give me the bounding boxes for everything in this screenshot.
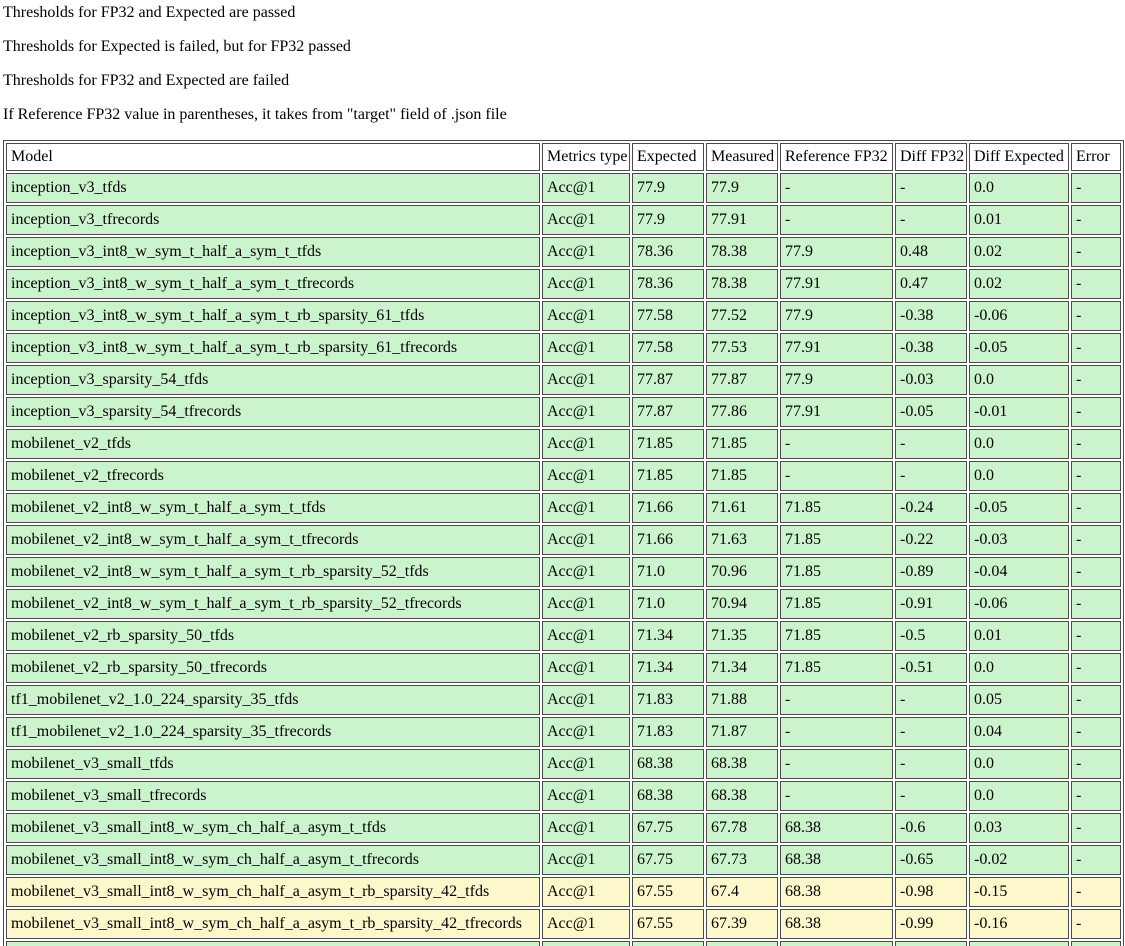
measured-cell: 71.88 bbox=[706, 685, 778, 715]
reference-fp32-cell: - bbox=[780, 685, 893, 715]
diff-fp32-cell: -0.5 bbox=[895, 621, 967, 651]
reference-fp32-cell: 77.9 bbox=[780, 301, 893, 331]
table-row bbox=[6, 269, 1121, 299]
expected-cell: 67.75 bbox=[632, 845, 704, 875]
diff-expected-cell: 0.0 bbox=[969, 749, 1069, 779]
diff-fp32-cell: -0.89 bbox=[895, 557, 967, 587]
reference-fp32-cell: - bbox=[780, 429, 893, 459]
metrics-type-cell: Acc@1 bbox=[542, 397, 630, 427]
metrics-type-cell: Acc@1 bbox=[542, 557, 630, 587]
expected-cell: 78.36 bbox=[632, 237, 704, 267]
expected-cell: 68.38 bbox=[632, 749, 704, 779]
table-row bbox=[6, 653, 1121, 683]
diff-expected-cell: 0.02 bbox=[969, 269, 1069, 299]
diff-fp32-cell: -0.99 bbox=[895, 909, 967, 939]
measured-cell bbox=[706, 941, 778, 946]
measured-cell: 71.34 bbox=[706, 653, 778, 683]
diff-expected-cell: -0.06 bbox=[969, 589, 1069, 619]
expected-cell: 68.38 bbox=[632, 781, 704, 811]
model-cell: mobilenet_v2_tfrecords bbox=[6, 461, 540, 491]
column-header-metrics-type: Metrics type bbox=[542, 143, 630, 171]
measured-cell: 70.96 bbox=[706, 557, 778, 587]
expected-cell: 71.85 bbox=[632, 429, 704, 459]
metrics-type-cell: Acc@1 bbox=[542, 333, 630, 363]
reference-fp32-cell: 77.91 bbox=[780, 397, 893, 427]
diff-expected-cell: 0.0 bbox=[969, 461, 1069, 491]
model-cell: inception_v3_tfds bbox=[6, 173, 540, 203]
table-row bbox=[6, 781, 1121, 811]
measured-cell: 71.87 bbox=[706, 717, 778, 747]
diff-fp32-cell: - bbox=[895, 429, 967, 459]
diff-expected-cell: 0.0 bbox=[969, 173, 1069, 203]
table-row bbox=[6, 621, 1121, 651]
diff-fp32-cell: -0.91 bbox=[895, 589, 967, 619]
table-row bbox=[6, 525, 1121, 555]
model-cell: mobilenet_v2_rb_sparsity_50_tfrecords bbox=[6, 653, 540, 683]
error-cell: - bbox=[1071, 877, 1121, 907]
table-row bbox=[6, 333, 1121, 363]
metrics-type-cell: Acc@1 bbox=[542, 589, 630, 619]
diff-expected-cell: 0.0 bbox=[969, 781, 1069, 811]
results-table bbox=[3, 140, 1124, 946]
measured-cell: 78.38 bbox=[706, 269, 778, 299]
expected-cell: 71.0 bbox=[632, 589, 704, 619]
model-cell: inception_v3_int8_w_sym_t_half_a_sym_t_rb_sparsity_61_tfds bbox=[6, 301, 540, 331]
reference-fp32-cell: 71.85 bbox=[780, 589, 893, 619]
table-row bbox=[6, 845, 1121, 875]
table-body bbox=[6, 173, 1121, 946]
model-cell: mobilenet_v3_small_int8_w_sym_ch_half_a_asym_t_tfrecords bbox=[6, 845, 540, 875]
reference-fp32-cell: 71.85 bbox=[780, 525, 893, 555]
metrics-type-cell: Acc@1 bbox=[542, 621, 630, 651]
error-cell: - bbox=[1071, 813, 1121, 843]
error-cell: - bbox=[1071, 269, 1121, 299]
reference-fp32-cell: - bbox=[780, 749, 893, 779]
error-cell: - bbox=[1071, 621, 1121, 651]
table-row bbox=[6, 429, 1121, 459]
reference-fp32-cell: 71.85 bbox=[780, 653, 893, 683]
expected-cell: 77.9 bbox=[632, 205, 704, 235]
error-cell: - bbox=[1071, 461, 1121, 491]
model-cell: mobilenet_v3_small_int8_w_sym_ch_half_a_asym_t_rb_sparsity_42_tfds bbox=[6, 877, 540, 907]
model-cell: tf1_mobilenet_v2_1.0_224_sparsity_35_tfrecords bbox=[6, 717, 540, 747]
reference-fp32-cell: 68.38 bbox=[780, 813, 893, 843]
metrics-type-cell: Acc@1 bbox=[542, 173, 630, 203]
measured-cell: 67.4 bbox=[706, 877, 778, 907]
reference-fp32-cell: - bbox=[780, 781, 893, 811]
reference-fp32-cell: 68.38 bbox=[780, 877, 893, 907]
model-cell: mobilenet_v3_small_tfds bbox=[6, 749, 540, 779]
table-row bbox=[6, 813, 1121, 843]
expected-cell: 71.66 bbox=[632, 525, 704, 555]
measured-cell: 71.85 bbox=[706, 429, 778, 459]
error-cell: - bbox=[1071, 493, 1121, 523]
model-cell: mobilenet_v2_rb_sparsity_50_tfds bbox=[6, 621, 540, 651]
reference-fp32-cell: 71.85 bbox=[780, 493, 893, 523]
model-cell: mobilenet_v2_int8_w_sym_t_half_a_sym_t_rb_sparsity_52_tfrecords bbox=[6, 589, 540, 619]
metrics-type-cell: Acc@1 bbox=[542, 685, 630, 715]
diff-expected-cell: 0.0 bbox=[969, 653, 1069, 683]
error-cell: - bbox=[1071, 525, 1121, 555]
diff-fp32-cell: -0.38 bbox=[895, 333, 967, 363]
measured-cell: 68.38 bbox=[706, 781, 778, 811]
diff-expected-cell: -0.16 bbox=[969, 909, 1069, 939]
model-cell: mobilenet_v2_int8_w_sym_t_half_a_sym_t_tfrecords bbox=[6, 525, 540, 555]
legend-line-expected-failed: Thresholds for Expected is failed, but for FP32 passed bbox=[3, 38, 351, 55]
table-row bbox=[6, 301, 1121, 331]
measured-cell: 77.87 bbox=[706, 365, 778, 395]
table-row bbox=[6, 397, 1121, 427]
table-row bbox=[6, 589, 1121, 619]
error-cell: - bbox=[1071, 333, 1121, 363]
metrics-type-cell: Acc@1 bbox=[542, 429, 630, 459]
diff-expected-cell: 0.0 bbox=[969, 429, 1069, 459]
diff-expected-cell: -0.04 bbox=[969, 557, 1069, 587]
metrics-type-cell: Acc@1 bbox=[542, 301, 630, 331]
table-row bbox=[6, 557, 1121, 587]
model-cell: tf1_mobilenet_v2_1.0_224_sparsity_35_tfds bbox=[6, 685, 540, 715]
diff-fp32-cell: -0.24 bbox=[895, 493, 967, 523]
legend-line-all-failed: Thresholds for FP32 and Expected are failed bbox=[3, 72, 290, 89]
model-cell: mobilenet_v2_int8_w_sym_t_half_a_sym_t_rb_sparsity_52_tfds bbox=[6, 557, 540, 587]
model-cell: mobilenet_v3_small_int8_w_sym_ch_half_a_asym_t_rb_sparsity_42_tfrecords bbox=[6, 909, 540, 939]
measured-cell: 77.53 bbox=[706, 333, 778, 363]
diff-fp32-cell: 0.48 bbox=[895, 237, 967, 267]
model-cell: mobilenet_v3_small_int8_w_sym_ch_half_a_asym_t_tfds bbox=[6, 813, 540, 843]
table-row bbox=[6, 685, 1121, 715]
table-row bbox=[6, 877, 1121, 907]
table-row bbox=[6, 909, 1121, 939]
diff-expected-cell: -0.02 bbox=[969, 845, 1069, 875]
model-cell: inception_v3_sparsity_54_tfds bbox=[6, 365, 540, 395]
expected-cell: 67.75 bbox=[632, 813, 704, 843]
column-header-error: Error bbox=[1071, 143, 1121, 171]
model-cell: mobilenet_v2_tfds bbox=[6, 429, 540, 459]
metrics-type-cell: Acc@1 bbox=[542, 653, 630, 683]
expected-cell: 71.34 bbox=[632, 653, 704, 683]
error-cell: - bbox=[1071, 589, 1121, 619]
diff-fp32-cell: -0.98 bbox=[895, 877, 967, 907]
reference-fp32-cell: 77.91 bbox=[780, 333, 893, 363]
measured-cell: 71.61 bbox=[706, 493, 778, 523]
legend-line-reference-note: If Reference FP32 value in parentheses, it takes from "target" field of .json file bbox=[3, 106, 507, 123]
model-cell: mobilenet_v2_int8_w_sym_t_half_a_sym_t_tfds bbox=[6, 493, 540, 523]
model-cell: inception_v3_tfrecords bbox=[6, 205, 540, 235]
measured-cell: 67.73 bbox=[706, 845, 778, 875]
error-cell: - bbox=[1071, 653, 1121, 683]
error-cell bbox=[1071, 941, 1121, 946]
measured-cell: 68.38 bbox=[706, 749, 778, 779]
diff-fp32-cell: - bbox=[895, 749, 967, 779]
expected-cell: 71.85 bbox=[632, 461, 704, 491]
table-row bbox=[6, 365, 1121, 395]
expected-cell: 71.66 bbox=[632, 493, 704, 523]
measured-cell: 70.94 bbox=[706, 589, 778, 619]
expected-cell: 77.58 bbox=[632, 333, 704, 363]
reference-fp32-cell: 77.91 bbox=[780, 269, 893, 299]
diff-expected-cell bbox=[969, 941, 1069, 946]
diff-fp32-cell: -0.38 bbox=[895, 301, 967, 331]
expected-cell: 77.9 bbox=[632, 173, 704, 203]
error-cell: - bbox=[1071, 301, 1121, 331]
metrics-type-cell: Acc@1 bbox=[542, 909, 630, 939]
table-row bbox=[6, 749, 1121, 779]
reference-fp32-cell: - bbox=[780, 461, 893, 491]
error-cell: - bbox=[1071, 909, 1121, 939]
diff-expected-cell: -0.03 bbox=[969, 525, 1069, 555]
reference-fp32-cell: - bbox=[780, 205, 893, 235]
metrics-type-cell: Acc@1 bbox=[542, 749, 630, 779]
legend-block bbox=[3, 3, 1125, 124]
reference-fp32-cell: - bbox=[780, 173, 893, 203]
error-cell: - bbox=[1071, 749, 1121, 779]
measured-cell: 77.91 bbox=[706, 205, 778, 235]
diff-fp32-cell: -0.65 bbox=[895, 845, 967, 875]
diff-expected-cell: 0.0 bbox=[969, 365, 1069, 395]
diff-expected-cell: 0.01 bbox=[969, 205, 1069, 235]
measured-cell: 77.52 bbox=[706, 301, 778, 331]
model-cell: inception_v3_int8_w_sym_t_half_a_sym_t_tfds bbox=[6, 237, 540, 267]
error-cell: - bbox=[1071, 557, 1121, 587]
error-cell: - bbox=[1071, 781, 1121, 811]
error-cell: - bbox=[1071, 237, 1121, 267]
error-cell: - bbox=[1071, 685, 1121, 715]
column-header-reference-fp32: Reference FP32 bbox=[780, 143, 893, 171]
expected-cell: 71.34 bbox=[632, 621, 704, 651]
metrics-type-cell: Acc@1 bbox=[542, 877, 630, 907]
reference-fp32-cell: 71.85 bbox=[780, 557, 893, 587]
error-cell: - bbox=[1071, 845, 1121, 875]
reference-fp32-cell: 68.38 bbox=[780, 909, 893, 939]
metrics-type-cell: Acc@1 bbox=[542, 237, 630, 267]
error-cell: - bbox=[1071, 173, 1121, 203]
diff-fp32-cell: - bbox=[895, 205, 967, 235]
diff-expected-cell: -0.15 bbox=[969, 877, 1069, 907]
error-cell: - bbox=[1071, 397, 1121, 427]
reference-fp32-cell: - bbox=[780, 717, 893, 747]
diff-expected-cell: 0.05 bbox=[969, 685, 1069, 715]
measured-cell: 77.9 bbox=[706, 173, 778, 203]
diff-fp32-cell: -0.6 bbox=[895, 813, 967, 843]
column-header-expected: Expected bbox=[632, 143, 704, 171]
table-row bbox=[6, 173, 1121, 203]
expected-cell: 77.58 bbox=[632, 301, 704, 331]
table-row bbox=[6, 237, 1121, 267]
table-row bbox=[6, 205, 1121, 235]
diff-fp32-cell: - bbox=[895, 173, 967, 203]
metrics-type-cell: Acc@1 bbox=[542, 781, 630, 811]
metrics-type-cell: Acc@1 bbox=[542, 269, 630, 299]
table-row bbox=[6, 717, 1121, 747]
error-cell: - bbox=[1071, 429, 1121, 459]
expected-cell bbox=[632, 941, 704, 946]
measured-cell: 78.38 bbox=[706, 237, 778, 267]
measured-cell: 67.78 bbox=[706, 813, 778, 843]
metrics-type-cell: Acc@1 bbox=[542, 717, 630, 747]
model-cell: inception_v3_int8_w_sym_t_half_a_sym_t_tfrecords bbox=[6, 269, 540, 299]
reference-fp32-cell: 71.85 bbox=[780, 621, 893, 651]
expected-cell: 71.83 bbox=[632, 685, 704, 715]
diff-expected-cell: -0.01 bbox=[969, 397, 1069, 427]
expected-cell: 67.55 bbox=[632, 877, 704, 907]
measured-cell: 71.35 bbox=[706, 621, 778, 651]
diff-fp32-cell bbox=[895, 941, 967, 946]
reference-fp32-cell: 77.9 bbox=[780, 237, 893, 267]
diff-fp32-cell: - bbox=[895, 781, 967, 811]
diff-fp32-cell: -0.03 bbox=[895, 365, 967, 395]
diff-fp32-cell: - bbox=[895, 717, 967, 747]
column-header-diff-fp32: Diff FP32 bbox=[895, 143, 967, 171]
error-cell: - bbox=[1071, 717, 1121, 747]
diff-expected-cell: 0.02 bbox=[969, 237, 1069, 267]
table-row bbox=[6, 941, 1121, 946]
measured-cell: 71.63 bbox=[706, 525, 778, 555]
column-header-model: Model bbox=[6, 143, 540, 171]
diff-fp32-cell: -0.05 bbox=[895, 397, 967, 427]
diff-expected-cell: -0.06 bbox=[969, 301, 1069, 331]
metrics-type-cell: Acc@1 bbox=[542, 525, 630, 555]
diff-expected-cell: -0.05 bbox=[969, 333, 1069, 363]
model-cell: inception_v3_int8_w_sym_t_half_a_sym_t_rb_sparsity_61_tfrecords bbox=[6, 333, 540, 363]
model-cell: inception_v3_sparsity_54_tfrecords bbox=[6, 397, 540, 427]
expected-cell: 77.87 bbox=[632, 365, 704, 395]
diff-fp32-cell: - bbox=[895, 461, 967, 491]
measured-cell: 77.86 bbox=[706, 397, 778, 427]
metrics-type-cell: Acc@1 bbox=[542, 845, 630, 875]
table-row bbox=[6, 461, 1121, 491]
column-header-diff-expected: Diff Expected bbox=[969, 143, 1069, 171]
expected-cell: 71.83 bbox=[632, 717, 704, 747]
expected-cell: 67.55 bbox=[632, 909, 704, 939]
measured-cell: 67.39 bbox=[706, 909, 778, 939]
column-header-measured: Measured bbox=[706, 143, 778, 171]
diff-expected-cell: 0.01 bbox=[969, 621, 1069, 651]
metrics-type-cell: Acc@1 bbox=[542, 493, 630, 523]
metrics-type-cell: Acc@1 bbox=[542, 813, 630, 843]
diff-expected-cell: 0.03 bbox=[969, 813, 1069, 843]
metrics-type-cell: Acc@1 bbox=[542, 461, 630, 491]
metrics-type-cell: Acc@1 bbox=[542, 365, 630, 395]
expected-cell: 77.87 bbox=[632, 397, 704, 427]
error-cell: - bbox=[1071, 205, 1121, 235]
table-header-row bbox=[6, 143, 1121, 171]
reference-fp32-cell: 68.38 bbox=[780, 845, 893, 875]
reference-fp32-cell bbox=[780, 941, 893, 946]
model-cell: mobilenet_v3_small_tfrecords bbox=[6, 781, 540, 811]
measured-cell: 71.85 bbox=[706, 461, 778, 491]
diff-fp32-cell: - bbox=[895, 685, 967, 715]
expected-cell: 78.36 bbox=[632, 269, 704, 299]
model-cell bbox=[6, 941, 540, 946]
expected-cell: 71.0 bbox=[632, 557, 704, 587]
diff-expected-cell: -0.05 bbox=[969, 493, 1069, 523]
metrics-type-cell: Acc@1 bbox=[542, 205, 630, 235]
diff-fp32-cell: -0.51 bbox=[895, 653, 967, 683]
table-row bbox=[6, 493, 1121, 523]
diff-fp32-cell: -0.22 bbox=[895, 525, 967, 555]
legend-line-passed: Thresholds for FP32 and Expected are passed bbox=[3, 4, 296, 21]
diff-expected-cell: 0.04 bbox=[969, 717, 1069, 747]
metrics-type-cell bbox=[542, 941, 630, 946]
error-cell: - bbox=[1071, 365, 1121, 395]
reference-fp32-cell: 77.9 bbox=[780, 365, 893, 395]
diff-fp32-cell: 0.47 bbox=[895, 269, 967, 299]
